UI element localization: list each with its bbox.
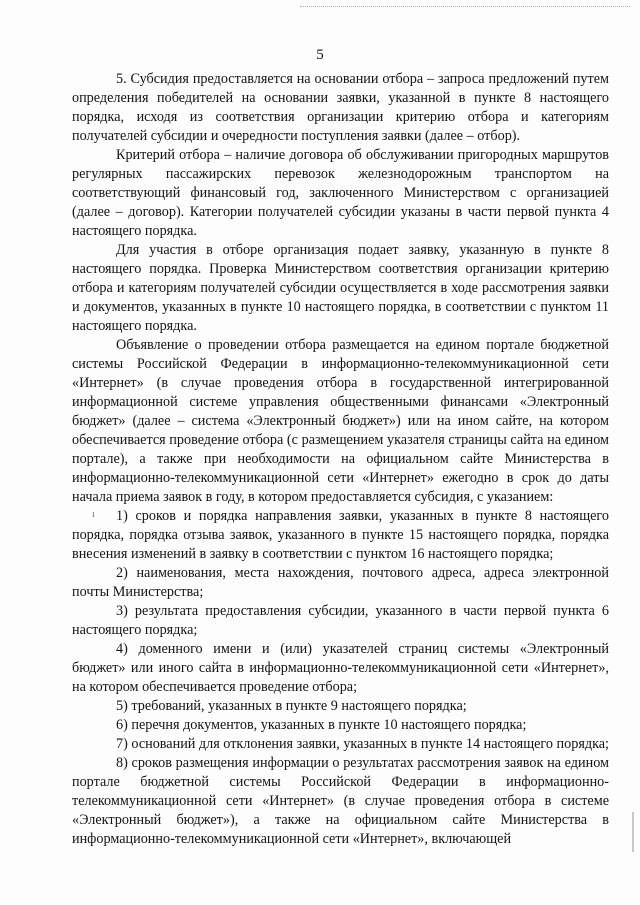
scan-edge-artifact: [632, 812, 634, 852]
scan-artifact-line: [300, 6, 630, 7]
paragraph-selection-criterion: Критерий отбора – наличие договора об обслуживании пригородных маршрутов регулярных пассажирских перевозок железнодорожным транспортом на соответствующий финансовый год, заключенного Министерством с организацией (далее – договор). Категории получателей субсидии указаны в части первой пункта 4 настоящего порядка.: [72, 147, 609, 239]
list-item-1: 1) сроков и порядка направления заявки, указанных в пункте 8 настоящего порядка, порядка отзыва заявок, указанного в пункте 15 настоящего порядка, порядка внесения изменений в заявку в соответствии с пунктом 16 настоящего порядка;: [72, 508, 609, 562]
list-item-6: 6) перечня документов, указанных в пункте 10 настоящего порядка;: [116, 717, 527, 733]
list-item-3: 3) результата предоставления субсидии, указанного в части первой пункта 6 настоящего порядка;: [72, 603, 609, 638]
document-body: [72, 70, 609, 849]
list-item-5: 5) требований, указанных в пункте 9 настоящего порядка;: [116, 698, 467, 714]
list-item-8: 8) сроков размещения информации о результатах рассмотрения заявок на едином портале бюджетной системы Российской Федерации в информационно-телекоммуникационной сети «Интернет» (в случае проведения отбора в системе «Электронный бюджет»), а также на официальном сайте Министерства в информационно-телекоммуникационной сети «Интернет», включающей: [72, 755, 609, 847]
paragraph-participation: Для участия в отборе организация подает заявку, указанную в пункте 8 настоящего порядка. Проверка Министерством соответствия организации критерию отбора и категориям получателей субсидии осуществляется в ходе рассмотрения заявки и документов, указанных в пункте 10 настоящего порядка, в соответствии с пунктом 11 настоящего порядка.: [72, 242, 609, 334]
scan-mark: ı: [92, 509, 95, 520]
page-number: 5: [316, 47, 324, 63]
list-item-4: 4) доменного имени и (или) указателей страниц системы «Электронный бюджет» или иного сайта в информационно-телекоммуникационной сети «Интернет», на котором обеспечивается проведение отбора;: [72, 641, 609, 695]
list-item-7: 7) оснований для отклонения заявки, указанных в пункте 14 настоящего порядка;: [116, 736, 609, 752]
paragraph-5-subsidy-basis: 5. Субсидия предоставляется на основании отбора – запроса предложений путем определения победителей на основании заявки, указанной в пункте 8 настоящего порядка, исходя из соответствия организации критерию отбора и категориям получателей субсидии и очередности поступления заявки (далее – отбор).: [72, 71, 609, 144]
paragraph-announcement: Объявление о проведении отбора размещается на едином портале бюджетной системы Российской Федерации в информационно-телекоммуникационной сети «Интернет» (в случае проведения отбора в государственной интегрированной информационной системе управления общественными финансами «Электронный бюджет» (далее – система «Электронный бюджет») или на ином сайте, на котором обеспечивается проведение отбора (с размещением указателя страницы сайта на едином портале), а также при необходимости на официальном сайте Министерства в информационно-телекоммуникационной сети «Интернет» ежегодно в срок до даты начала приема заявок в году, в котором предоставляется субсидия, с указанием:: [72, 337, 609, 505]
list-item-2: 2) наименования, места нахождения, почтового адреса, адреса электронной почты Министерства;: [72, 565, 609, 600]
